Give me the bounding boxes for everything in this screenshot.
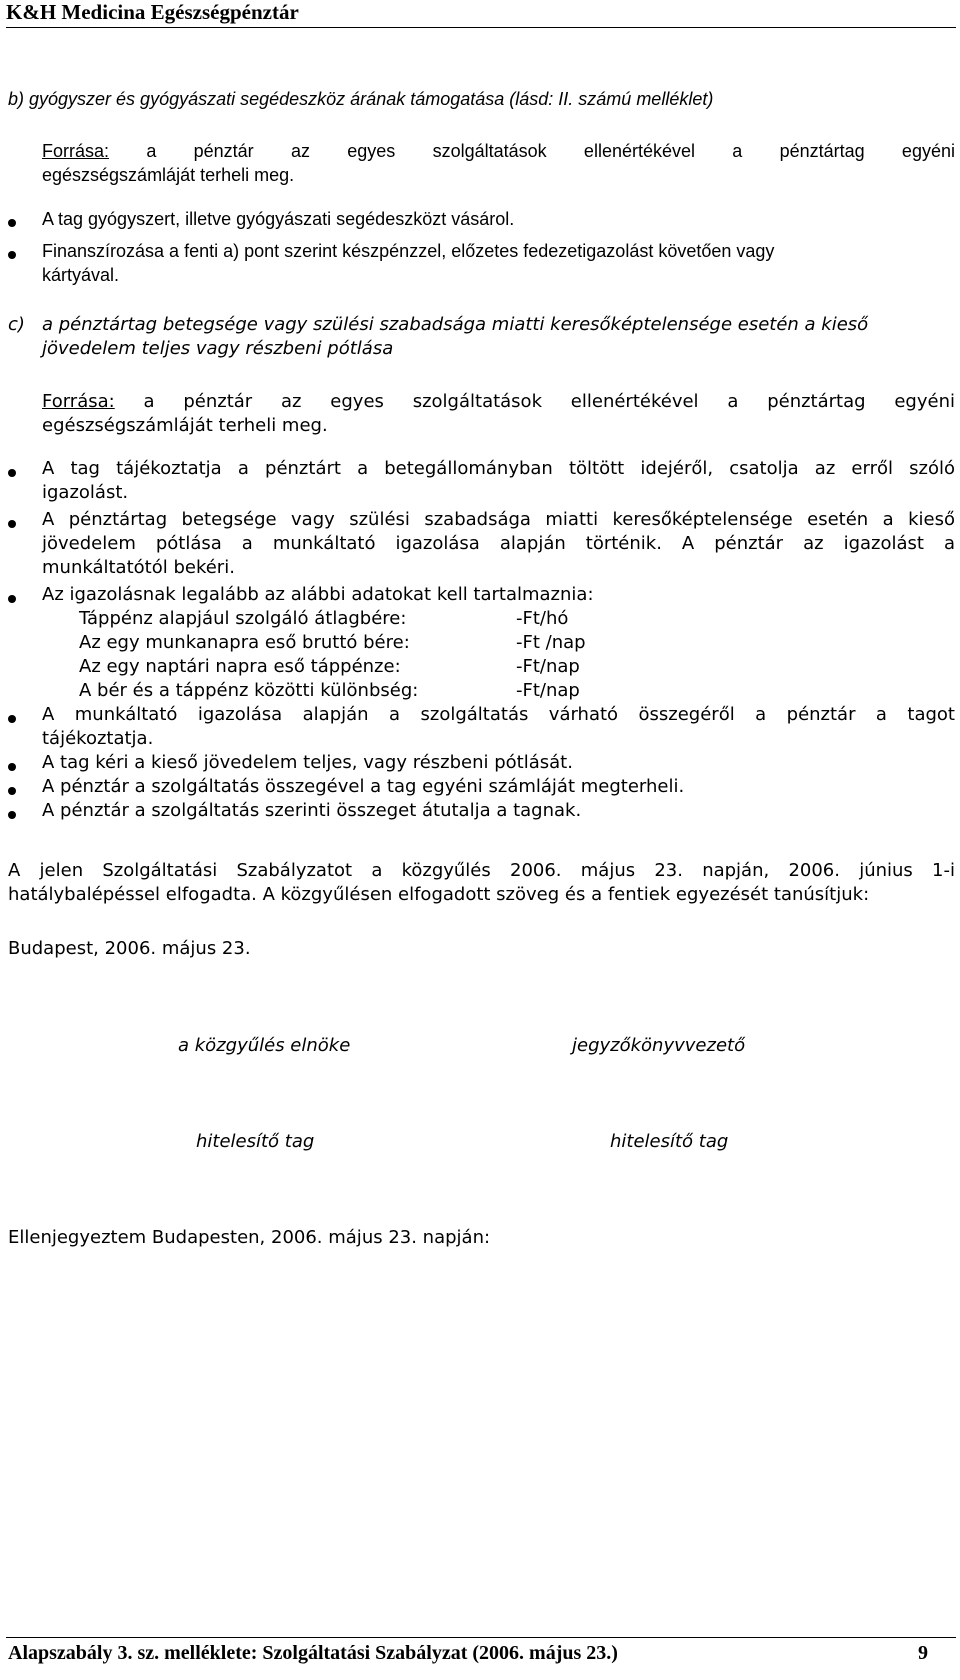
section-c-bullet-4-line-2: tájékoztatja.	[42, 728, 154, 749]
table-row-unit: -Ft/nap	[516, 656, 580, 677]
table-row-label: Táppénz alapjául szolgáló átlagbére:	[79, 608, 407, 629]
table-row-label: Az egy naptári napra eső táppénze:	[79, 656, 401, 677]
table-row-label: Az egy munkanapra eső bruttó bére:	[79, 632, 410, 653]
place-date: Budapest, 2006. május 23.	[8, 938, 251, 959]
section-c-bullet-2-line-2: jövedelem pótlása a munkáltató igazolása alapján történik. A pénztár az igazolást a	[42, 533, 955, 554]
bullet-icon	[8, 595, 16, 603]
table-row-unit: -Ft /nap	[516, 632, 586, 653]
table-row-unit: -Ft/hó	[516, 608, 569, 629]
page-header-title: K&H Medicina Egészségpénztár	[6, 0, 299, 24]
footer-divider	[6, 1637, 956, 1638]
section-b-source-label: Forrása:	[42, 141, 110, 161]
section-c-source-label: Forrása:	[42, 391, 115, 412]
section-c-marker: c)	[8, 314, 25, 335]
section-c-heading-line-2: jövedelem teljes vagy részbeni pótlása	[42, 338, 394, 359]
header-divider	[6, 27, 956, 28]
closing-paragraph-line-1: A jelen Szolgáltatási Szabályzatot a közgyűlés 2006. május 23. napján, 2006. június 1-i	[8, 860, 955, 881]
signature-authenticator-1: hitelesítő tag	[196, 1131, 315, 1152]
bullet-icon	[8, 251, 16, 259]
section-c-bullet-3: Az igazolásnak legalább az alábbi adatokat kell tartalmaznia:	[42, 584, 594, 605]
bullet-icon	[8, 469, 16, 477]
bullet-icon	[8, 787, 16, 795]
table-row-unit: -Ft/nap	[516, 680, 580, 701]
page-number: 9	[918, 1642, 928, 1664]
section-b-source-text: a pénztár az egyes szolgáltatások ellenértékével a pénztártag egyéni	[146, 141, 955, 161]
table-row-label: A bér és a táppénz közötti különbség:	[79, 680, 419, 701]
section-c-bullet-7: A pénztár a szolgáltatás szerinti összeget átutalja a tagnak.	[42, 800, 582, 821]
section-c-bullet-2-line-3: munkáltatótól bekéri.	[42, 557, 235, 578]
section-b-bullet-1: A tag gyógyszert, illetve gyógyászati segédeszközt vásárol.	[42, 209, 515, 229]
signature-authenticator-2: hitelesítő tag	[610, 1131, 729, 1152]
section-b-source-line-1	[42, 141, 955, 162]
section-b-source-line-2: egészségszámláját terheli meg.	[42, 165, 295, 185]
section-c-bullet-2-line-1: A pénztártag betegsége vagy szülési szabadsága miatti keresőképtelensége esetén a kieső	[42, 509, 955, 530]
section-c-source-line-1	[42, 391, 955, 412]
closing-paragraph-line-2: hatálybalépéssel elfogadta. A közgyűlésen elfogadott szöveg és a fentiek egyezését tanúsítjuk:	[8, 884, 870, 905]
section-b-bullet-2-cont: kártyával.	[42, 265, 120, 285]
bullet-icon	[8, 715, 16, 723]
section-c-bullet-5: A tag kéri a kieső jövedelem teljes, vagy részbeni pótlását.	[42, 752, 573, 773]
signature-recorder: jegyzőkönyvvezető	[572, 1035, 746, 1056]
section-c-source-text: a pénztár az egyes szolgáltatások ellenértékével a pénztártag egyéni	[143, 391, 955, 412]
section-b-bullet-2: Finanszírozása a fenti a) pont szerint készpénzzel, előzetes fedezetigazolást követően vagy	[42, 241, 775, 261]
section-c-bullet-6: A pénztár a szolgáltatás összegével a tag egyéni számláját megterheli.	[42, 776, 685, 797]
bullet-icon	[8, 763, 16, 771]
countersigned-line: Ellenjegyeztem Budapesten, 2006. május 23. napján:	[8, 1227, 491, 1248]
bullet-icon	[8, 811, 16, 819]
section-c-source-line-2: egészségszámláját terheli meg.	[42, 415, 328, 436]
section-b-heading: b) gyógyszer és gyógyászati segédeszköz árának támogatása (lásd: II. számú melléklet)	[8, 89, 714, 109]
section-c-bullet-1-line-1: A tag tájékoztatja a pénztárt a betegállományban töltött idejéről, csatolja az erről szóló	[42, 458, 955, 479]
bullet-icon	[8, 520, 16, 528]
signature-chair: a közgyűlés elnöke	[178, 1035, 351, 1056]
section-c-heading-line-1: a pénztártag betegsége vagy szülési szabadsága miatti keresőképtelensége esetén a kieső	[42, 314, 869, 335]
footer-title: Alapszabály 3. sz. melléklete: Szolgáltatási Szabályzat (2006. május 23.)	[8, 1642, 618, 1664]
bullet-icon	[8, 219, 16, 227]
section-c-bullet-1-line-2: igazolást.	[42, 482, 129, 503]
section-c-bullet-4-line-1: A munkáltató igazolása alapján a szolgáltatás várható összegéről a pénztár a tagot	[42, 704, 955, 725]
